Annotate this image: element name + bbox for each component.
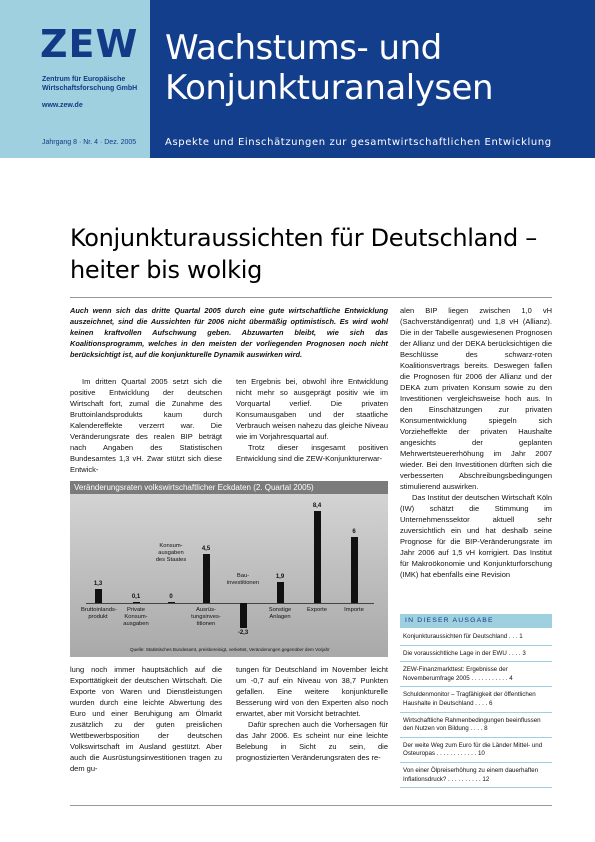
- website-link[interactable]: www.zew.de: [42, 102, 83, 109]
- chart-category-label: Bruttoinlands-produkt: [81, 607, 117, 620]
- chart-category-label: Sonstige Anlagen: [268, 607, 292, 620]
- organization-name-line1: Zentrum für Europäische: [42, 76, 126, 83]
- article-lead: Auch wenn sich das dritte Quartal 2005 durch eine gute wirtschaftliche Entwicklung auszeichnet, sind die Aussichten für 2006 nicht übermäßig optimistisch. Es wird wohl keinen kraftvollen Aufschwung geben. Abzuwarten bleibt, wie sich das Koalitionsprogramm, welches in den meisten der vorliegenden Prognosen noch nicht berücksichtigt ist, auf die konjunkturelle Dynamik auswirken wird.: [70, 306, 388, 359]
- organization-name: [42, 75, 152, 93]
- chart-bar: [168, 602, 175, 603]
- chart-category-label: Bau-investitionen: [226, 573, 260, 586]
- chart-value-label: 0: [169, 594, 173, 600]
- body-column-1-bottom: [70, 664, 222, 774]
- chart-value-label: 6: [352, 529, 356, 535]
- headline-line1: Konjunkturaussichten für Deutschland –: [70, 224, 537, 252]
- chart-source: Quelle: Statistisches Bundesamt, preisbereinigt, verkettet, Veränderungen gegenüber dem Vorjahr: [130, 647, 330, 652]
- paragraph: Trotz dieser insgesamt positiven Entwicklung sind die ZEW-Konjunkturerwar-: [236, 443, 388, 463]
- toc-item[interactable]: Von einer Ölpreiserhöhung zu einem dauerhaften Inflationsdruck? . . . . . . . . . . 12: [400, 766, 552, 788]
- toc-item[interactable]: Konjunkturaussichten für Deutschland . . . 1: [400, 632, 552, 646]
- paragraph: lung noch immer hauptsächlich auf die Exporttätigkeit der deutschen Wirtschaft. Die Exporte von Waren und Dienstleistungen wurden durch eine leichte Abwertung des Euro und einer Beruhigung am Ölmarkt zusätzlich zu der guten preislichen Wettbewerbsposition der deutschen Volkswirtschaft im Ausland gestützt. Aber auch die Ausrüstungsinvestitionen tragen zu dem gu-: [70, 665, 222, 773]
- toc-item[interactable]: Der weite Weg zum Euro für die Länder Mittel- und Osteuropas . . . . . . . . . . . . 10: [400, 741, 552, 763]
- chart-category-label: Importe: [344, 607, 364, 613]
- paragraph: tungen für Deutschland im November leicht um -0,7 auf ein Niveau von 38,7 Punkten gefallen. Eine weitere konjunkturelle Besserung wird von den Experten also noch erwartet, aber mit Vorsicht betrachtet.: [236, 665, 388, 718]
- footer-divider: [70, 805, 552, 806]
- chart-value-label: 4,5: [201, 545, 211, 552]
- paragraph: Dafür sprechen auch die Vorhersagen für das Jahr 2006. Es scheint nur eine leichte Belebung in Sicht zu sein, die prognostizierten Veränderungsraten des re-: [236, 720, 388, 762]
- chart-value-label: 1,9: [275, 574, 285, 581]
- chart-value-label: 0,1: [131, 593, 141, 600]
- bar-chart: [70, 481, 388, 657]
- paragraph: Das Institut der deutschen Wirtschaft Köln (IW) schätzt die Stimmung im Unternehmenssektor aktuell sehr zuversichtlich ein und hat deshalb seine Prognose für die BIP-Veränderungsrate im Jahr 2006 auf 1,5 vH korrigiert. Das Institut für Makroökonomie und Konjunkturforschung (IMK) hat ebenfalls eine Revision: [400, 493, 552, 579]
- paragraph: ten Ergebnis bei, obwohl ihre Entwicklung nicht mehr so ausgeprägt positiv wie im Vorquartal verlief. Die privaten Konsumausgaben und der staatliche Verbrauch weisen nahezu das gleiche Niveau wie im Vorjahresquartal auf.: [236, 377, 388, 441]
- publication-title: [165, 28, 585, 108]
- article-headline: [70, 222, 560, 286]
- toc-heading: IN DIESER AUSGABE: [400, 614, 552, 628]
- publication-subtitle: Aspekte und Einschätzungen zur gesamtwirtschaftlichen Entwicklung: [165, 137, 552, 148]
- divider: [70, 297, 552, 298]
- body-column-2-top: [236, 376, 388, 464]
- chart-title: Veränderungsraten volkswirtschaftlicher Eckdaten (2. Quartal 2005): [70, 481, 388, 494]
- body-column-2-bottom: [236, 664, 388, 763]
- paragraph: Im dritten Quartal 2005 setzt sich die positive Entwicklung der deutschen Wirtschaft fort, zumal die Zunahme des Bruttoinlandsprodukts kaum durch Kalendereffekte verzerrt war. Die Veränderungsrate des realen BIP beträgt nach Angaben des Statistischen Bundesamtes 1,3 vH. Zwar stützt sich diese Entwick-: [70, 377, 222, 474]
- chart-value-label: 1,3: [93, 580, 103, 587]
- chart-category-label: Exporte: [307, 607, 327, 613]
- toc-item[interactable]: Schuldenmonitor – Tragfähigkeit der öffentlichen Haushalte in Deutschland . . . . 6: [400, 690, 552, 712]
- publication-title-line2: Konjunkturanalysen: [165, 68, 494, 108]
- issue-info: Jahrgang 8 · Nr. 4 · Dez. 2005: [42, 139, 137, 146]
- chart-bar: [351, 537, 358, 603]
- chart-bar: [203, 554, 210, 604]
- chart-bar: [277, 582, 284, 603]
- chart-bar: [95, 589, 102, 603]
- body-column-3: [400, 305, 552, 580]
- body-column-1-top: [70, 376, 222, 475]
- zew-logo: ZEW: [40, 22, 139, 66]
- chart-category-label: Ausrüs-tungsinves-titionen: [191, 607, 221, 627]
- table-of-contents: [400, 632, 552, 791]
- chart-bar: [240, 603, 247, 628]
- chart-category-label: Private Konsum-ausgaben: [123, 607, 149, 627]
- toc-item[interactable]: ZEW-Finanzmarkttest: Ergebnisse der Novemberumfrage 2005 . . . . . . . . . . . 4: [400, 665, 552, 687]
- toc-item[interactable]: Wirtschaftliche Rahmenbedingungen beeinflussen den Nutzen von Bildung . . . . 8: [400, 716, 552, 738]
- organization-name-line2: Wirtschaftsforschung GmbH: [42, 85, 138, 92]
- chart-value-label: -2,3: [237, 630, 249, 637]
- chart-category-label: Konsum-ausgaben des Staates: [155, 543, 187, 563]
- chart-bar: [133, 602, 140, 603]
- chart-value-label: 8,4: [312, 502, 322, 509]
- headline-line2: heiter bis wolkig: [70, 256, 263, 284]
- publication-title-line1: Wachstums- und: [165, 28, 442, 68]
- chart-zero-axis: [86, 603, 374, 604]
- paragraph: alen BIP liegen zwischen 1,0 vH (Sachverständigenrat) und 1,8 vH (Allianz). Die in der Tabelle ausgewiesenen Prognosen der Allianz und der DEKA berücksichtigen die Beschlüsse des schwarz-roten Koalitionsvertrags bereits. Deswegen fallen die Prognosen für 2006 der Allianz und der DEKA zum privaten Konsum sowie zu den Investitionen vergleichsweise hoch aus. In den Einschätzungen zur privaten Konsumentwicklung spiegeln sich Vorzieheffekte der privaten Haushalte angesichts der geplanten Mehrwertsteuererhöhung im Jahr 2007 wieder. Bei den Investitionen dürften sich die verbesserten Abschreibungsbedingungen stimulierend auswirken.: [400, 306, 552, 491]
- chart-bar: [314, 511, 321, 603]
- toc-item[interactable]: Die voraussichtliche Lage in der EWU . . . . 3: [400, 649, 552, 663]
